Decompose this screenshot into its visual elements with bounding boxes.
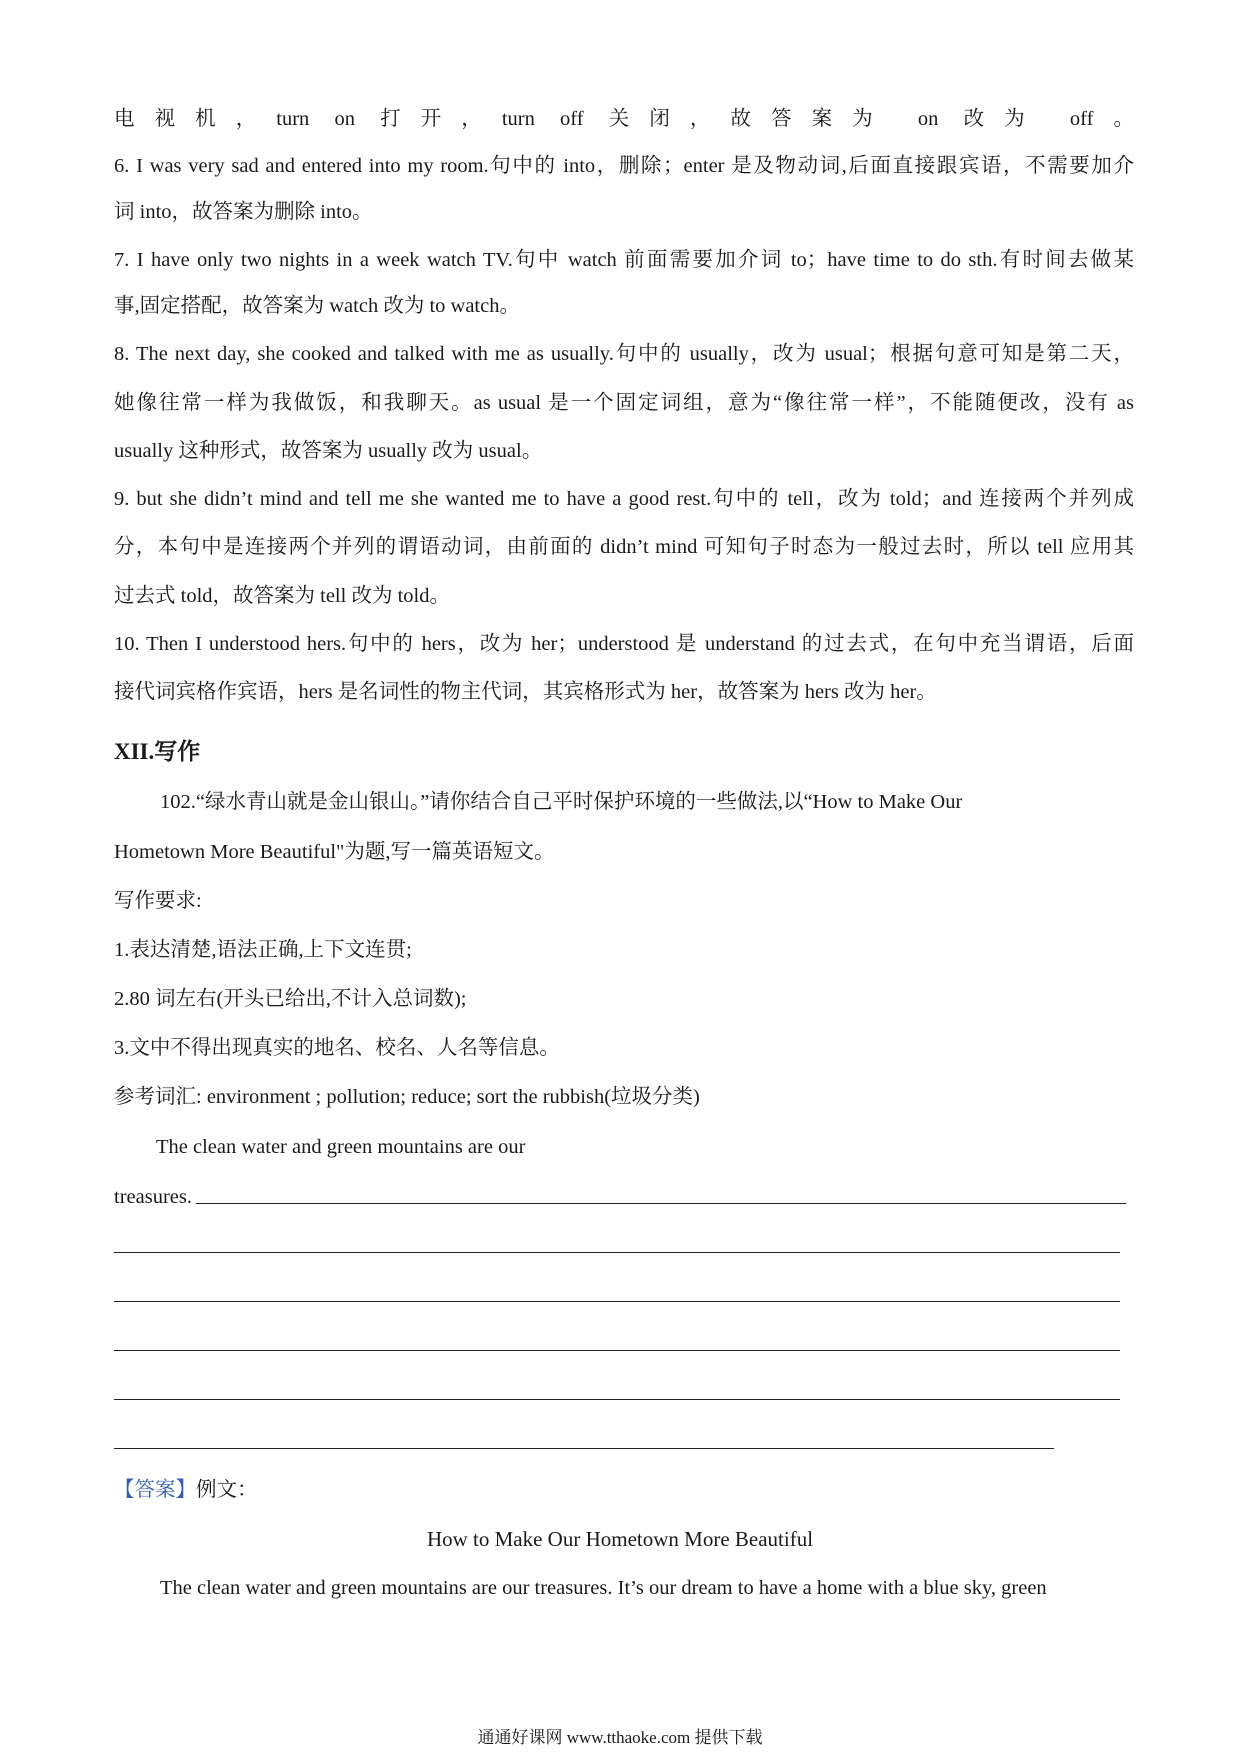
answer-writing-line[interactable] bbox=[114, 1399, 1120, 1400]
page-footer: 通通好课网 www.tthaoke.com 提供下载 bbox=[477, 1728, 763, 1747]
reference-vocabulary: 参考词汇: environment ; pollution; reduce; sort the rubbish(垃圾分类) bbox=[114, 1086, 700, 1108]
answer-item-9-line-2: 分，本句中是连接两个并列的谓语动词，由前面的 didn’t mind 可知句子时态为一般过去时，所以 tell 应用其 bbox=[114, 536, 1134, 558]
answer-item-7-line-1: 7. I have only two nights in a week watch TV.句中 watch 前面需要加介词 to；have time to do sth.有时间去做某 bbox=[114, 249, 1134, 271]
answer-item-5-continuation: 电视机，turn on 打开，turn off 关闭，故答案为 on 改为 off。 bbox=[114, 108, 1134, 130]
writing-prompt-line-1: 102.“绿水青山就是金山银山。”请你结合自己平时保护环境的一些做法,以“How to Make Our bbox=[160, 791, 963, 813]
answer-item-6-line-2: 词 into，故答案为删除 into。 bbox=[114, 201, 373, 223]
answer-item-8-line-1: 8. The next day, she cooked and talked with me as usually.句中的 usually，改为 usual；根据句意可知是第二天， bbox=[114, 343, 1134, 365]
answer-item-7-line-2: 事,固定搭配，故答案为 watch 改为 to watch。 bbox=[114, 295, 520, 317]
answer-writing-line[interactable] bbox=[114, 1252, 1120, 1253]
essay-starter-line-2: treasures. bbox=[114, 1186, 192, 1208]
requirement-2: 2.80 词左右(开头已给出,不计入总词数); bbox=[114, 988, 467, 1010]
writing-prompt-line-2: Hometown More Beautiful"为题,写一篇英语短文。 bbox=[114, 841, 555, 863]
requirement-3: 3.文中不得出现真实的地名、校名、人名等信息。 bbox=[114, 1037, 560, 1059]
requirements-title: 写作要求: bbox=[114, 890, 202, 912]
answer-item-6-line-1: 6. I was very sad and entered into my room.句中的 into，删除；enter 是及物动词,后面直接跟宾语，不需要加介 bbox=[114, 155, 1134, 177]
answer-item-9-line-1: 9. but she didn’t mind and tell me she wanted me to have a good rest.句中的 tell，改为 told；and 连接两个并列成 bbox=[114, 488, 1134, 510]
requirement-1: 1.表达清楚,语法正确,上下文连贯; bbox=[114, 939, 412, 961]
essay-body-line-1: The clean water and green mountains are our treasures. It’s our dream to have a home with a blue sky, green bbox=[160, 1577, 1047, 1599]
answer-item-9-line-3: 过去式 told，故答案为 tell 改为 told。 bbox=[114, 585, 450, 607]
answer-writing-line[interactable] bbox=[114, 1448, 1054, 1449]
answer-item-8-line-3: usually 这种形式，故答案为 usually 改为 usual。 bbox=[114, 440, 543, 462]
answer-header bbox=[114, 1475, 1134, 1505]
answer-label: 例文： bbox=[196, 1479, 258, 1501]
answer-writing-line[interactable] bbox=[114, 1350, 1120, 1351]
answer-item-10-line-1: 10. Then I understood hers.句中的 hers，改为 her；understood 是 understand 的过去式，在句中充当谓语，后面 bbox=[114, 633, 1134, 655]
answer-writing-line[interactable] bbox=[114, 1301, 1120, 1302]
essay-starter-line-1: The clean water and green mountains are our bbox=[156, 1136, 526, 1158]
answer-item-10-line-2: 接代词宾格作宾语，hers 是名词性的物主代词，其宾格形式为 her，故答案为 hers 改为 her。 bbox=[114, 681, 937, 703]
answer-tag: 【答案】 bbox=[114, 1479, 196, 1501]
section-heading: XII.写作 bbox=[114, 739, 201, 764]
essay-title: How to Make Our Hometown More Beautiful bbox=[426, 1527, 814, 1551]
answer-writing-line[interactable] bbox=[196, 1203, 1126, 1204]
answer-item-8-line-2: 她像往常一样为我做饭，和我聊天。as usual 是一个固定词组，意为“像往常一样”，不能随便改，没有 as bbox=[114, 392, 1134, 414]
